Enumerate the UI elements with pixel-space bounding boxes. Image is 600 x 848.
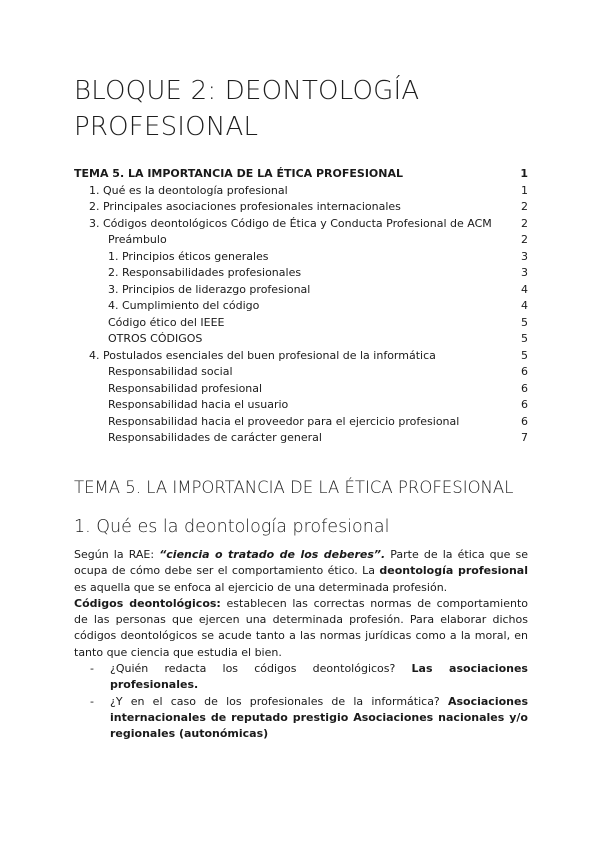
toc-entry[interactable]: Responsabilidad hacia el usuario 6 (74, 397, 528, 414)
toc-page-number: 5 (521, 348, 528, 362)
body-text (74, 547, 528, 743)
toc-page-number: 7 (521, 431, 528, 444)
codigos-term: Códigos deontológicos: (74, 596, 221, 610)
toc-page-number: 6 (521, 414, 528, 428)
toc-entry[interactable]: 1. Principios éticos generales 3 (74, 249, 528, 266)
title-line-2: PROFESIONAL (74, 112, 259, 142)
section-heading: 1. Qué es la deontología profesional (74, 517, 390, 537)
rae-quote: “ciencia o tratado de los deberes”. (159, 548, 386, 561)
document-title (74, 73, 544, 145)
toc-page-number: 6 (521, 398, 528, 411)
bullet-dash: - (90, 662, 94, 676)
toc-page-number: 3 (521, 249, 528, 263)
toc-page-number: 4 (521, 299, 528, 312)
toc-entry[interactable]: TEMA 5. LA IMPORTANCIA DE LA ÉTICA PROFESIONAL 1 (74, 166, 528, 183)
toc-page-number: 1 (520, 167, 528, 180)
toc-entry[interactable]: Responsabilidad hacia el proveedor para el ejercicio profesional 6 (74, 414, 528, 431)
toc-page-number: 5 (521, 332, 528, 345)
toc-page-number: 3 (521, 266, 528, 279)
list-item: - ¿Quién redacta los códigos deontológicos? Las asociaciones profesionales. (90, 662, 528, 692)
toc-entry[interactable]: OTROS CÓDIGOS 5 (74, 331, 528, 348)
toc-page-number: 4 (521, 282, 528, 296)
toc-entry[interactable]: 2. Responsabilidades profesionales 3 (74, 265, 528, 282)
toc-page-number: 5 (521, 315, 528, 329)
toc-entry[interactable]: 1. Qué es la deontología profesional 1 (74, 183, 528, 200)
toc-page-number: 6 (521, 365, 528, 378)
toc-entry[interactable]: 4. Cumplimiento del código 4 (74, 298, 528, 315)
bullet-dash: - (90, 694, 94, 708)
list-item: - ¿Y en el caso de los profesionales de la informática? Asociaciones internacionales de reputado prestigio Asociaciones nacionales y/o regionales (autonómicas) (90, 694, 528, 741)
toc-entry[interactable]: Preámbulo 2 (74, 232, 528, 249)
toc-entry[interactable]: 2. Principales asociaciones profesionales internacionales 2 (74, 199, 528, 216)
question-list (74, 661, 528, 742)
table-of-contents (74, 166, 528, 447)
toc-page-number: 1 (521, 183, 528, 197)
toc-entry[interactable]: 3. Principios de liderazgo profesional 4 (74, 282, 528, 299)
paragraph-definition: Según la RAE: “ciencia o tratado de los deberes”. Parte de la ética que se ocupa de cómo debe ser el comportamiento ético. La deontología profesional es aquella que se enfoca al ejercicio de una determinada profesión. (74, 548, 529, 594)
toc-entry[interactable]: Responsabilidades de carácter general 7 (74, 430, 528, 447)
toc-page-number: 2 (521, 216, 528, 230)
title-line-1: BLOQUE 2: DEONTOLOGÍA (74, 76, 420, 106)
toc-entry[interactable]: 3. Códigos deontológicos Código de Ética y Conducta Profesional de ACM 2 (74, 216, 528, 233)
toc-page-number: 2 (521, 233, 528, 246)
toc-entry[interactable]: Responsabilidad profesional 6 (74, 381, 528, 398)
toc-entry[interactable]: Responsabilidad social 6 (74, 364, 528, 381)
toc-page-number: 2 (521, 200, 528, 213)
toc-entry[interactable]: 4. Postulados esenciales del buen profesional de la informática 5 (74, 348, 528, 365)
toc-entry[interactable]: Código ético del IEEE 5 (74, 315, 528, 332)
tema-heading: TEMA 5. LA IMPORTANCIA DE LA ÉTICA PROFESIONAL (74, 478, 514, 497)
paragraph-codigos: Códigos deontológicos: establecen las correctas normas de comportamiento de las personas que ejercen una determinada profesión. Para elaborar dichos códigos deontológicos se acude tanto a las normas jurídicas como a la moral, en tanto que ciencia que estudia el bien. (74, 596, 528, 659)
toc-page-number: 6 (521, 381, 528, 395)
deontologia-term: deontología profesional (379, 564, 528, 578)
